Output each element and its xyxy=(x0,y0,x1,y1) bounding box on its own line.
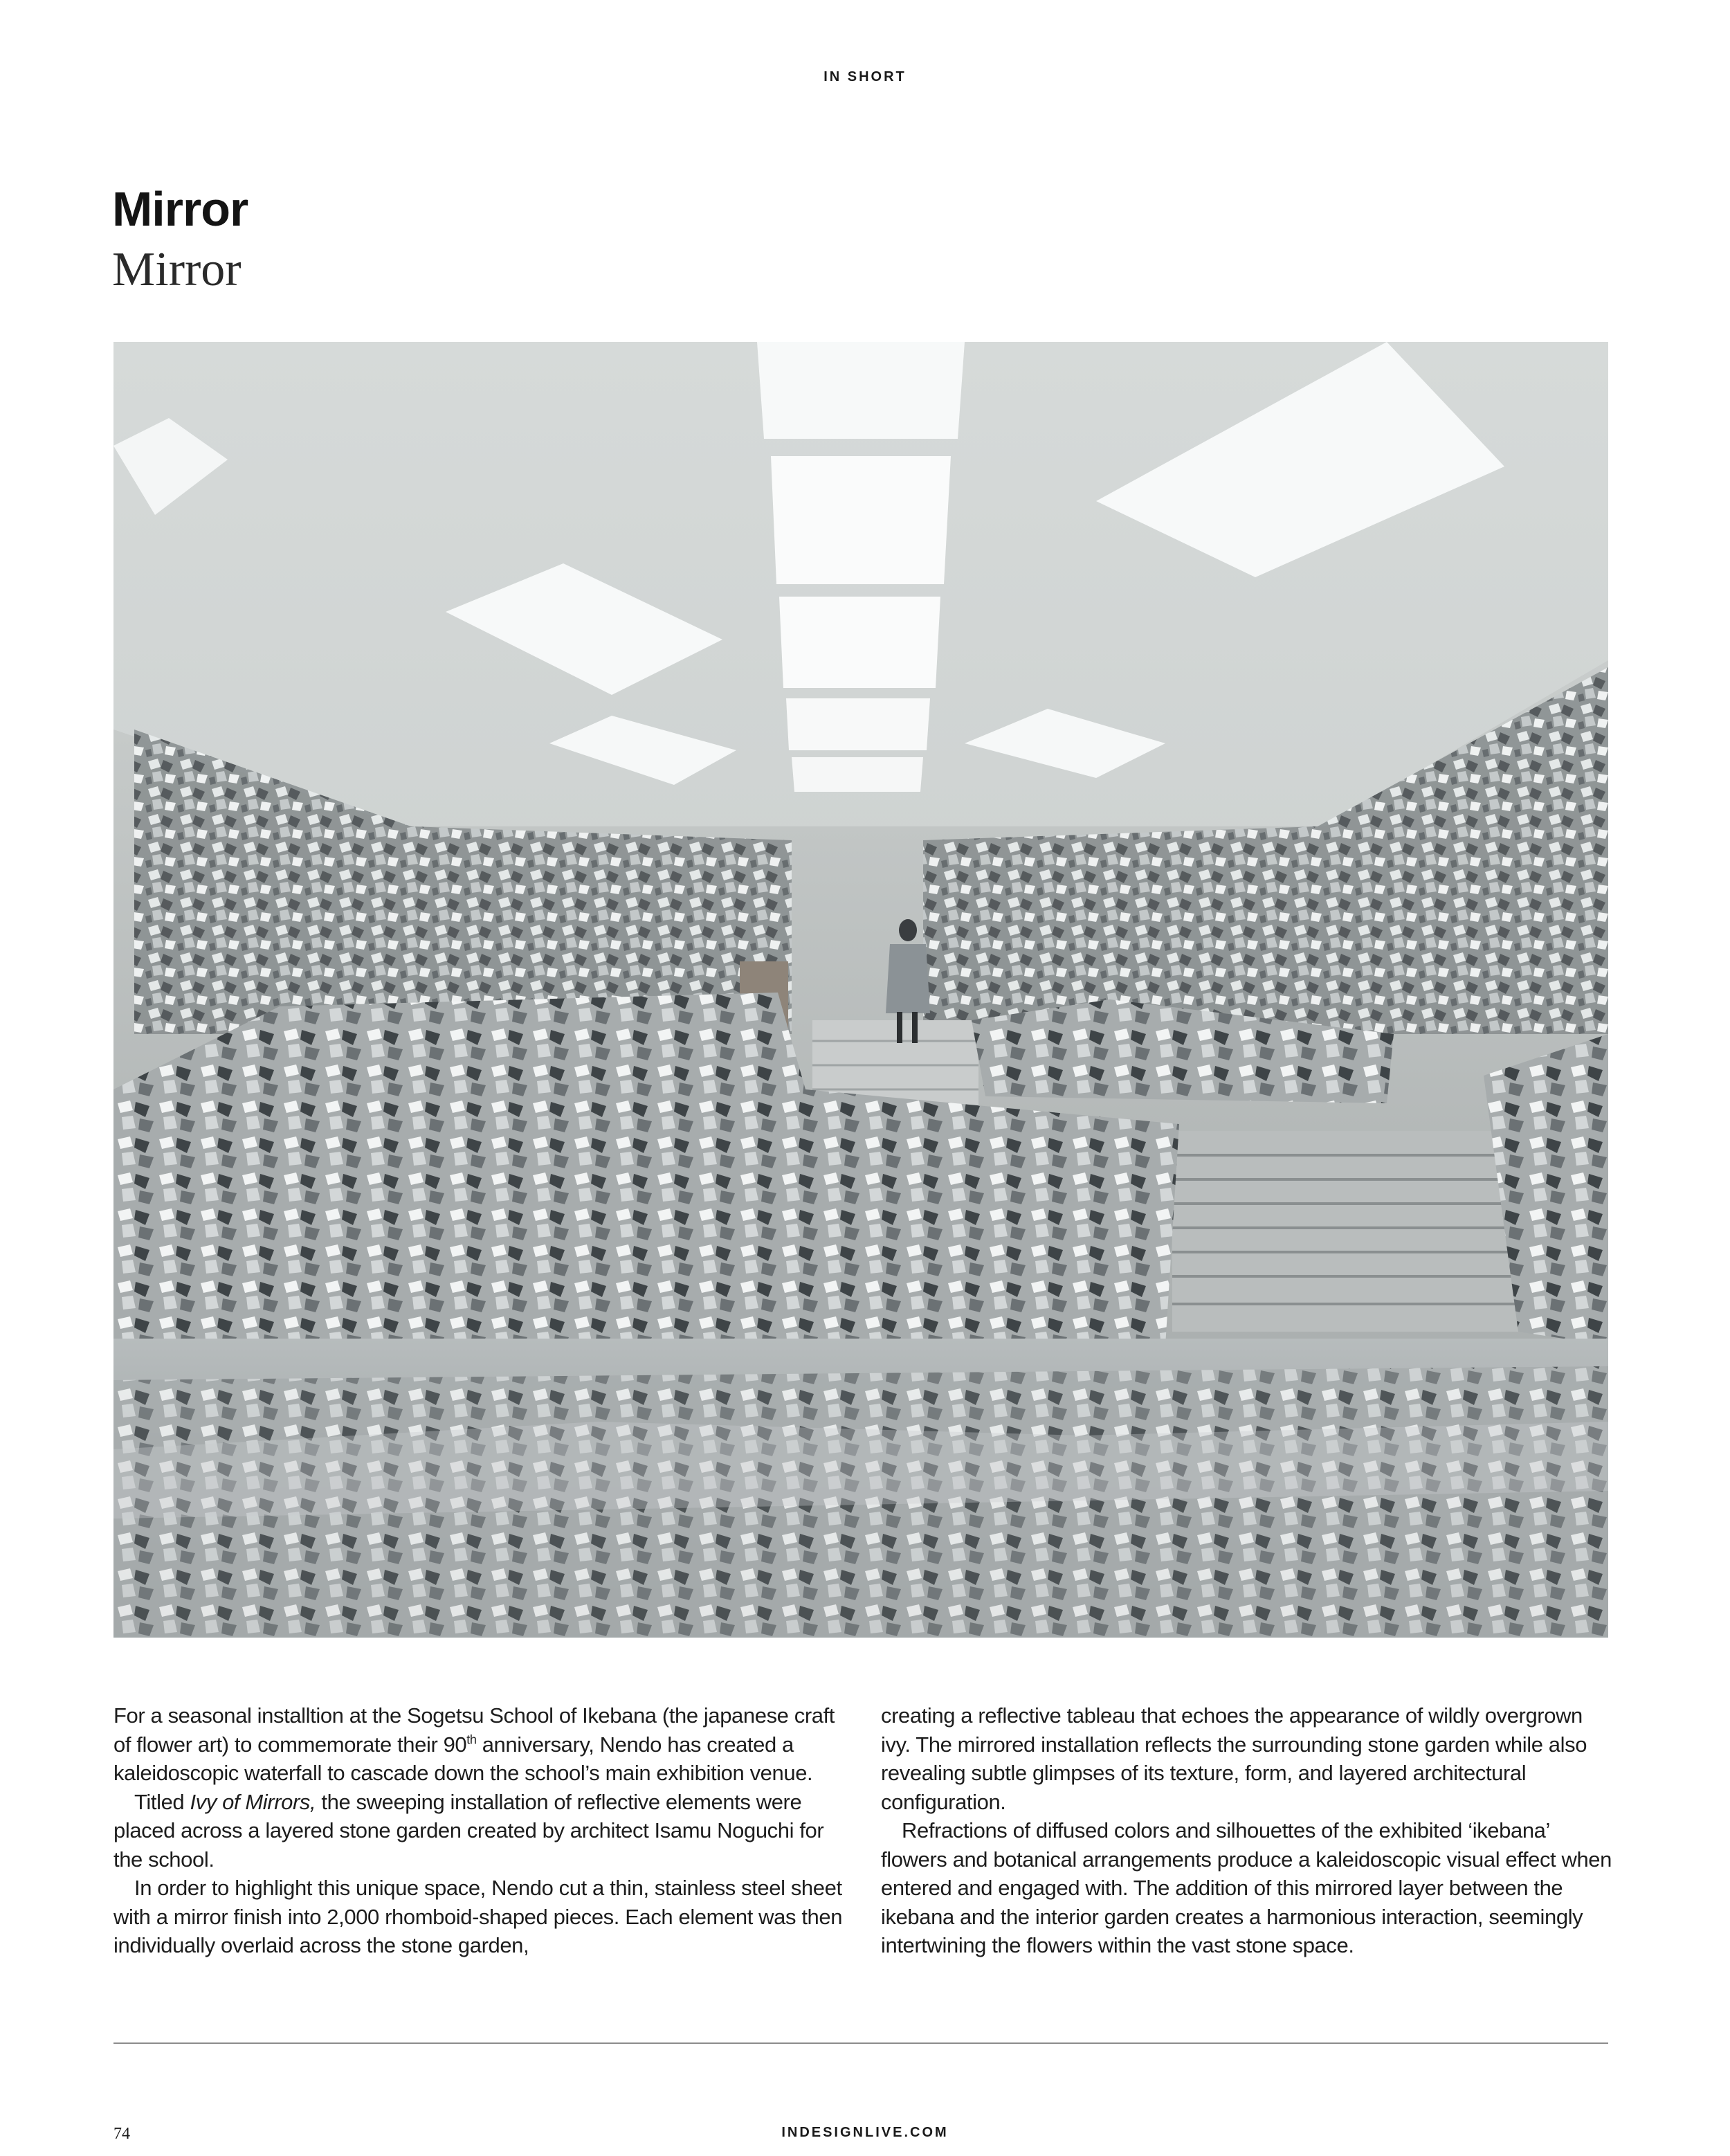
page-number: 74 xyxy=(113,2125,130,2143)
section-label: IN SHORT xyxy=(823,69,907,84)
article-body-left xyxy=(113,1701,847,1960)
paragraph: creating a reflective tableau that echoes the appearance of wildly overgrown ivy. The mirrored installation reflects the surrounding stone garden while also revealing subtle glimpses of its texture, form, and layered architectural configuration. xyxy=(881,1703,1587,1814)
article-title: Mirror xyxy=(112,182,248,236)
installation-photo xyxy=(113,342,1608,1638)
paragraph: In order to highlight this unique space, Nendo cut a thin, stainless steel sheet with a mirror finish into 2,000 rhomboid-shaped pieces. Each element was then individually overlaid across the stone garden, xyxy=(113,1876,843,1957)
article-body-right xyxy=(881,1701,1614,1960)
paragraph: Refractions of diffused colors and silhouettes of the exhibited ‘ikebana’ flowers and botanical arrangements produce a kaleidoscopic visual effect when entered and engaged with. The addition of this mirrored layer between the ikebana and the interior garden creates a harmonious interaction, seemingly intertwining the flowers within the vast stone space. xyxy=(881,1818,1612,1957)
paragraph: Titled Ivy of Mirrors, the sweeping installation of reflective elements were placed across a layered stone garden created by architect Isamu Noguchi for the school. xyxy=(113,1789,824,1872)
footer-divider xyxy=(113,2042,1608,2044)
paragraph: For a seasonal installtion at the Sogetsu School of Ikebana (the japanese craft of flower art) to commemorate their 90th anniversary, Nendo has created a kaleidoscopic waterfall to cascade down the school’s main exhibition venue. xyxy=(113,1703,835,1785)
footer-site: INDESIGNLIVE.COM xyxy=(781,2125,949,2140)
article-subtitle: Mirror xyxy=(112,243,242,296)
